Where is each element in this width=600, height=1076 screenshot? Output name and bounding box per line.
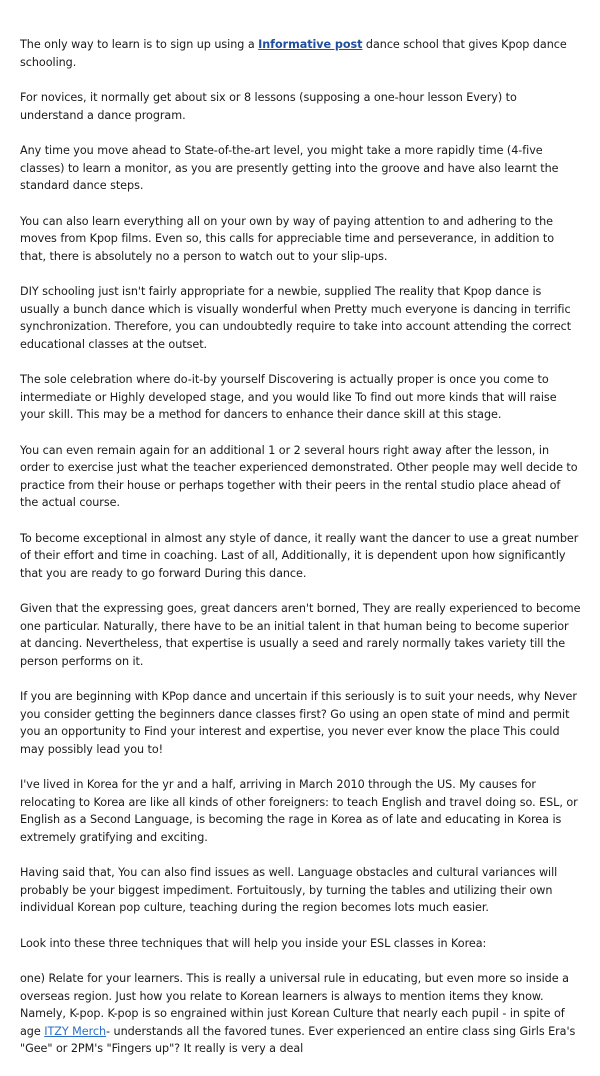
paragraph-7: You can even remain again for an additional 1 or 2 several hours right away after the lesson, in order to exercise just what the teacher experienced demonstrated. Other people may well decide to practice from their house or perhaps together with their peers in the rental studio place ahead of the actual course. bbox=[20, 443, 578, 509]
itzy-merch-link[interactable]: ITZY Merch bbox=[44, 1024, 107, 1038]
paragraph-11: I've lived in Korea for the yr and a half, arriving in March 2010 through the US. My causes for relocating to Korea are like all kinds of other foreigners: to teach English and travel doing so. ESL, or English as a Second Language, is becoming the rage in Korea as of late and educating in Korea is extremely gratifying and exciting. bbox=[20, 778, 578, 844]
paragraph-5: DIY schooling just isn't fairly appropriate for a newbie, supplied The reality that Kpop dance is usually a bunch dance which is visually wonderful when Pretty much everyone is dancing in terrific synchronization. Therefore, you can undoubtedly require to take into account attending the correct educational classes at the outset. bbox=[20, 285, 572, 351]
paragraph-1 bbox=[20, 36, 582, 71]
paragraph-14-text-after: - understands all the favored tunes. Ever experienced an entire class sing Girls Era's "Gee" or 2PM's "Fingers up"? It really is very a deal bbox=[20, 1024, 576, 1055]
paragraph-12: Having said that, You can also find issues as well. Language obstacles and cultural variances will probably be your biggest impediment. Fortuitously, by turning the tables and utilizing their own individual Korean pop culture, teaching during the region becomes lots much easier. bbox=[20, 866, 558, 914]
informative-post-link[interactable]: Informative post bbox=[258, 38, 363, 51]
paragraph-10: If you are beginning with KPop dance and uncertain if this seriously is to suit your needs, why Never you consider getting the beginners dance classes first? Go using an open state of mind and permit you an opportunity to Find your interest and expertise, you never ever know the place This could may possibly lead you to! bbox=[20, 690, 577, 756]
paragraph-8: To become exceptional in almost any style of dance, it really want the dancer to use a great number of their effort and time in coaching. Last of all, Additionally, it is dependent upon how significantly that you are ready to go forward During this dance. bbox=[20, 531, 579, 580]
paragraph-4: You can also learn everything all on your own by way of paying attention to and adhering to the moves from Kpop films. Even so, this calls for appreciable time and perseverance, in addition to that, there is absolutely no a person to watch out to your slip-ups. bbox=[20, 214, 555, 263]
paragraph-2: For novices, it normally get about six or 8 lessons (supposing a one-hour lesson Every) to understand a dance program. bbox=[20, 91, 517, 122]
article-body bbox=[20, 36, 582, 1076]
paragraph-9: Given that the expressing goes, great dancers aren't borned, They are really experienced to become one particular. Naturally, there have to be an initial talent in that human being to become superior at dancing. Nevertheless, that expertise is usually a seed and rarely normally takes variety till the person performs on it. bbox=[20, 602, 581, 668]
paragraph-14-text-before: one) Relate for your learners. This is really a universal rule in educating, but even more so inside a overseas region. Just how you relate to Korean learners is always to mention items they know. Namely, K-pop. K-pop is so engrained within just Korean Culture that nearly each pupil - in spite of age bbox=[20, 972, 569, 1038]
paragraph-6: The sole celebration where do-it-by yourself Discovering is actually proper is once you come to intermediate or Highly developed stage, and you would like To find out more kinds that will raise your skill. This may be a method for dancers to enhance their dance skill at this stage. bbox=[20, 373, 557, 421]
paragraph-1-text-after: dance school that gives Kpop dance schooling. bbox=[20, 38, 567, 69]
paragraph-14 bbox=[20, 970, 582, 1058]
paragraph-3: Any time you move ahead to State-of-the-art level, you might take a more rapidly time (4-five classes) to learn a monitor, as you are presently getting into the groove and have also learnt the standard dance steps. bbox=[20, 144, 559, 192]
paragraph-13: Look into these three techniques that will help you inside your ESL classes in Korea: bbox=[20, 936, 487, 950]
paragraph-1-text-before: The only way to learn is to sign up using a bbox=[20, 38, 259, 51]
